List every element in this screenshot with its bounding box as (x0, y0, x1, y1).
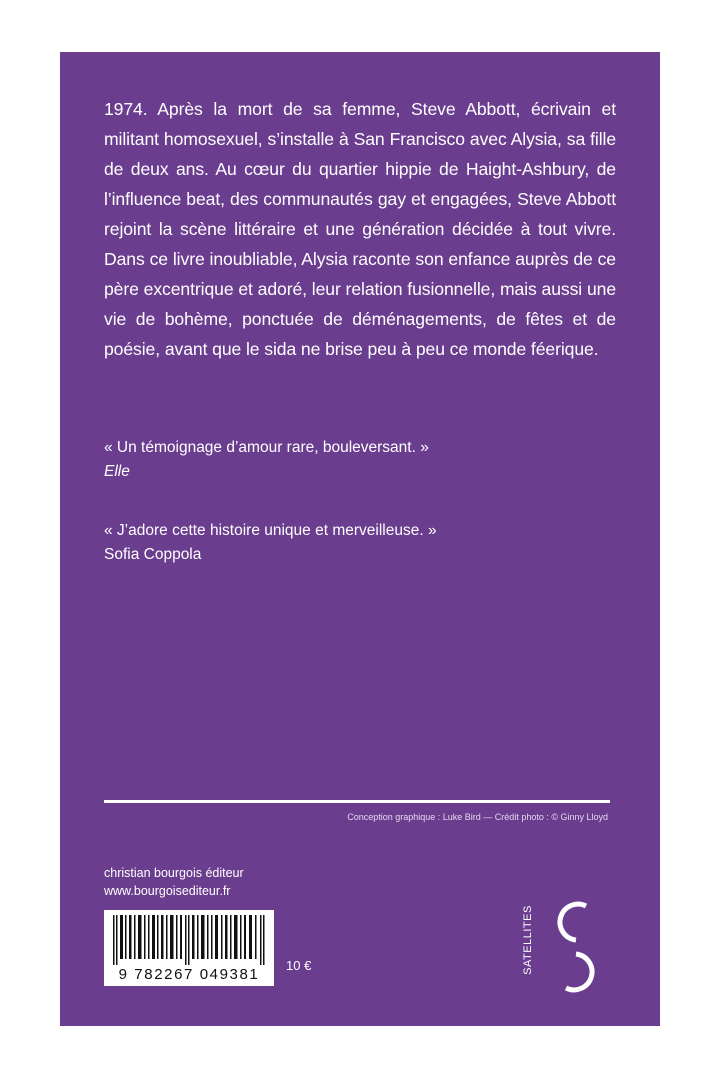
blurb-text: 1974. Après la mort de sa femme, Steve Abbott, écrivain et militant homosexuel, s’installe à San Francisco avec Alysia, sa fille de deux ans. Au cœur du quartier hippie de Haight-Ashbury, de l’influence beat, des communautés gay et engagées, Steve Abbott rejoint la scène littéraire et une génération décidée à tout vivre. Dans ce livre inoubliable, Alysia raconte son enfance auprès de ce père excentrique et adoré, leur relation fusionnelle, mais aussi une vie de bohème, ponctuée de déménagements, de fêtes et de poésie, avant que le sida ne brise peu à peu ce monde féerique. (104, 99, 616, 359)
price: 10 € (286, 958, 312, 973)
publisher-website: www.bourgoisediteur.fr (104, 884, 231, 898)
series-label: SATELLITES (522, 905, 534, 975)
barcode-bars-icon (111, 915, 267, 965)
isbn-digits: 9 782267 049381 (118, 966, 260, 983)
quote-text: « Un témoignage d’amour rare, bouleversant. » (104, 439, 429, 456)
publisher-name: christian bourgois éditeur (104, 866, 244, 880)
isbn-barcode (104, 910, 274, 986)
publisher-info (104, 864, 244, 900)
design-photo-credit: Conception graphique : Luke Bird — Crédit photo : © Ginny Lloyd (347, 812, 608, 822)
press-quote-2 (104, 519, 437, 567)
back-cover (60, 52, 660, 1026)
press-quote-1 (104, 436, 429, 484)
quote-source: Elle (104, 463, 130, 480)
quote-source: Sofia Coppola (104, 546, 202, 563)
divider-rule (104, 800, 610, 803)
quote-text: « J’adore cette histoire unique et merveilleuse. » (104, 522, 437, 539)
satellites-s-logo-icon (552, 900, 600, 994)
